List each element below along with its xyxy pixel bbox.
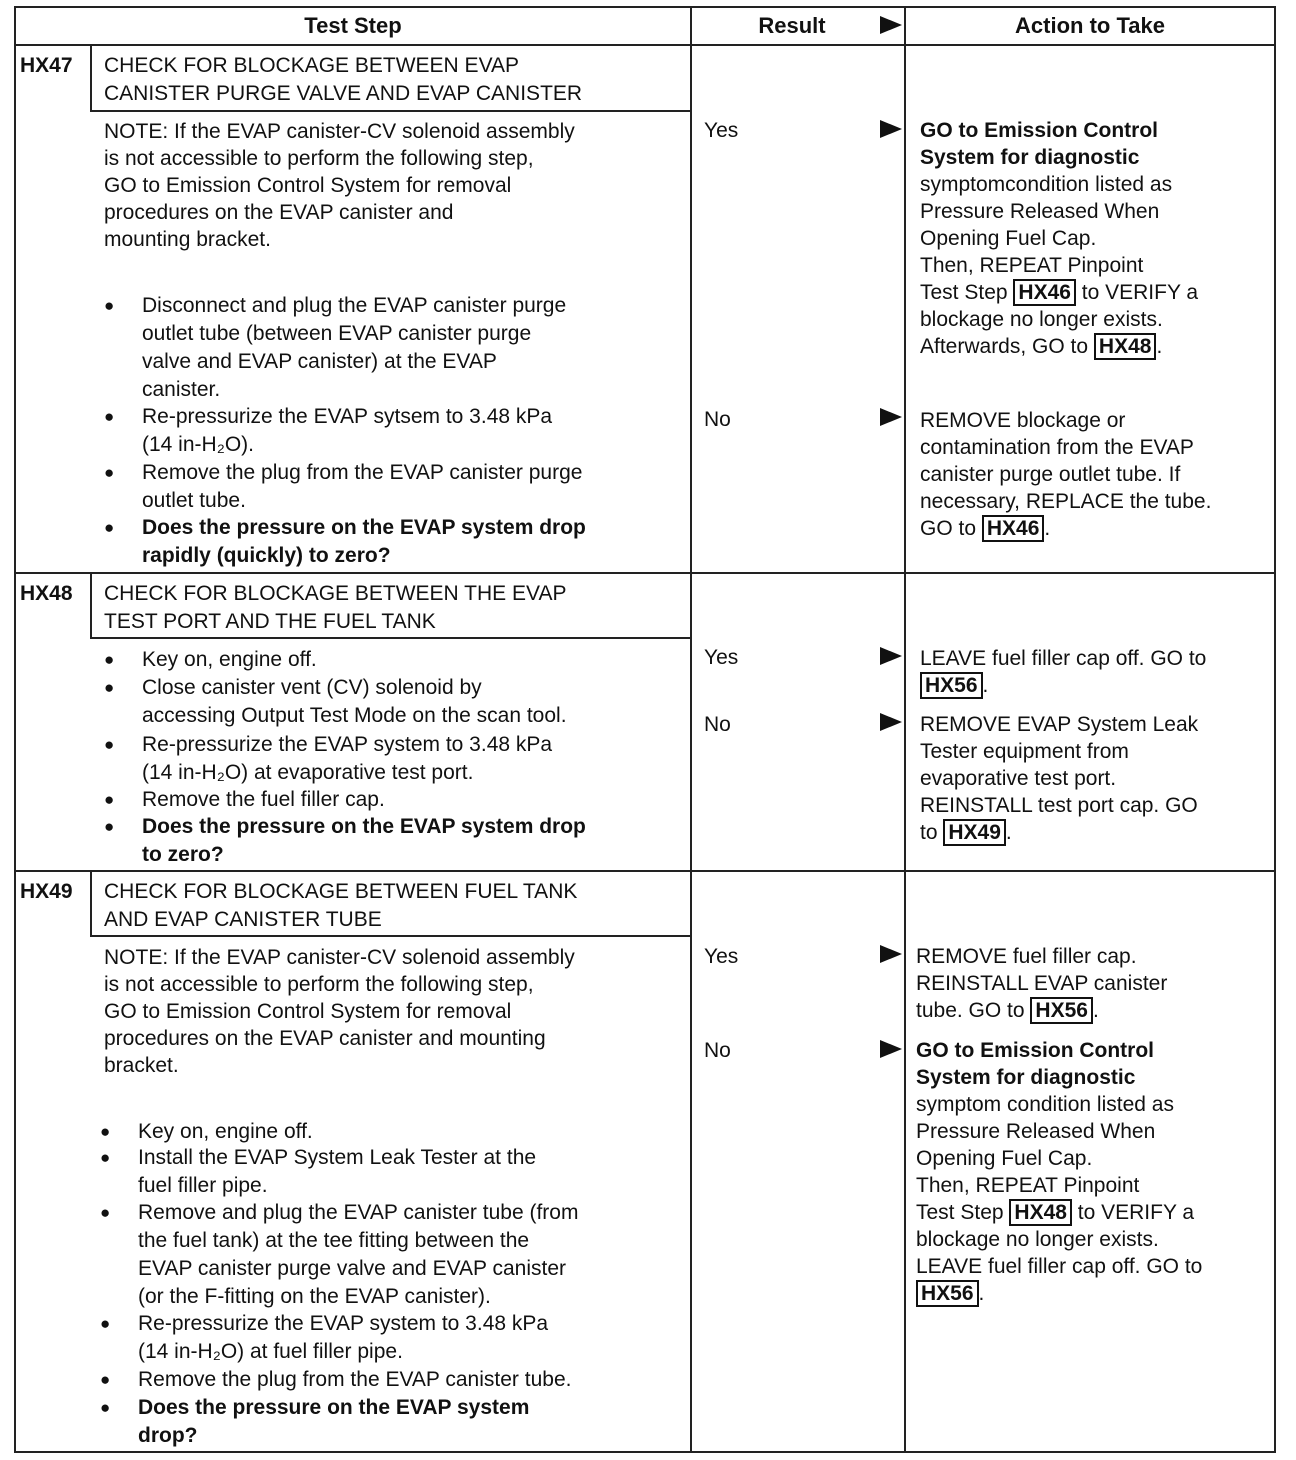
bullet-icon: ● bbox=[100, 1398, 111, 1417]
result-yes: Yes bbox=[704, 945, 739, 968]
bullet-item: ● Close canister vent (CV) solenoid by accessing Output Test Mode on the scan tool. bbox=[104, 676, 567, 727]
title-divider-hx49 bbox=[90, 935, 690, 937]
id-divider-hx49 bbox=[90, 870, 92, 937]
bullet-icon: ● bbox=[100, 1122, 111, 1141]
table-bottom-border bbox=[14, 1451, 1276, 1453]
step-reference-hx46[interactable]: HX46 bbox=[982, 515, 1045, 542]
bullet-item-question: ● Does the pressure on the EVAP system drop to zero? bbox=[104, 815, 586, 866]
bullet-item-question: ● Does the pressure on the EVAP system drop rapidly (quickly) to zero? bbox=[104, 516, 586, 567]
header-bottom-border bbox=[14, 44, 1276, 46]
title-divider-hx47 bbox=[90, 110, 690, 112]
step-id-hx49: HX49 bbox=[20, 880, 73, 903]
result-yes: Yes bbox=[704, 646, 739, 669]
step-title: CHECK FOR BLOCKAGE BETWEEN THE EVAP TEST PORT AND THE FUEL TANK bbox=[104, 582, 567, 633]
action-no: REMOVE blockage or contamination from the EVAP canister purge outlet tube. If necessary, REPLACE the tube. GO to HX46 . bbox=[920, 409, 1212, 540]
arrow-right-icon bbox=[880, 1040, 902, 1058]
bullet-icon: ● bbox=[104, 817, 115, 836]
step-reference-hx46[interactable]: HX46 bbox=[1013, 279, 1076, 306]
action-no: REMOVE EVAP System Leak Tester equipment from evaporative test port. REINSTALL test port cap. GO to HX49 . bbox=[920, 713, 1199, 844]
bullet-item: ● Remove the fuel filler cap. bbox=[142, 786, 702, 814]
arrow-right-icon bbox=[880, 16, 902, 34]
bullet-icon: ● bbox=[104, 296, 115, 315]
bullet-icon: ● bbox=[100, 1370, 111, 1389]
action-no: GO to Emission Control System for diagnostic symptom condition listed as Pressure Released When Opening Fuel Cap. Then, REPEAT Pinpoint Test Step HX48 to VERIFY a blockage no longer exists. LEAVE fuel filler cap off. GO to HX56 . bbox=[916, 1039, 1203, 1305]
arrow-right-icon bbox=[880, 120, 902, 138]
bullet-icon: ● bbox=[104, 518, 115, 537]
table-right-border bbox=[1274, 6, 1276, 1453]
bullet-icon: ● bbox=[104, 407, 115, 426]
id-divider-hx48 bbox=[90, 572, 92, 639]
step-reference-hx48[interactable]: HX48 bbox=[1009, 1199, 1072, 1226]
bullet-item: ● Remove the plug from the EVAP canister purge outlet tube. bbox=[104, 461, 583, 512]
bullet-icon: ● bbox=[100, 1148, 111, 1167]
bullet-icon: ● bbox=[100, 1203, 111, 1222]
action-yes: REMOVE fuel filler cap. REINSTALL EVAP canister tube. GO to HX56 . bbox=[916, 945, 1168, 1022]
bullet-icon: ● bbox=[104, 650, 115, 669]
row-divider-hx48 bbox=[14, 572, 1276, 574]
step-reference-hx56[interactable]: HX56 bbox=[916, 1280, 979, 1307]
arrow-right-icon bbox=[880, 713, 902, 731]
row-divider-hx49 bbox=[14, 870, 1276, 872]
arrow-right-icon bbox=[880, 945, 902, 963]
bullet-icon: ● bbox=[104, 678, 115, 697]
action-yes: GO to Emission Control System for diagnostic symptomcondition listed as Pressure Released When Opening Fuel Cap. Then, REPEAT Pinpoint Test Step HX46 to VERIFY a blockage no longer exists. Afterwards, GO to HX48 . bbox=[920, 119, 1199, 358]
bullet-item: ● Disconnect and plug the EVAP canister purge outlet tube (between EVAP canister purge valve and EVAP canister) at the EVAP canister. bbox=[104, 294, 567, 401]
table-left-border bbox=[14, 6, 16, 1453]
step-id-hx48: HX48 bbox=[20, 582, 73, 605]
header-test-step: Test Step bbox=[304, 13, 402, 38]
bullet-icon: ● bbox=[104, 463, 115, 482]
bullet-item: ● Re-pressurize the EVAP system to 3.48 kPa (14 in-H₂O) at evaporative test port. bbox=[104, 733, 553, 784]
step-reference-hx56[interactable]: HX56 bbox=[920, 672, 983, 699]
result-yes: Yes bbox=[704, 119, 739, 142]
bullet-icon: ● bbox=[104, 735, 115, 754]
arrow-right-icon bbox=[880, 408, 902, 426]
bullet-item: ● Key on, engine off. bbox=[142, 646, 702, 674]
bullet-item: ● Re-pressurize the EVAP system to 3.48 kPa (14 in-H₂O) at fuel filler pipe. bbox=[100, 1312, 549, 1363]
step-note: NOTE: If the EVAP canister-CV solenoid assembly is not accessible to perform the following step, GO to Emission Control System for removal procedures on the EVAP canister and mounting bracket. bbox=[104, 946, 575, 1077]
step-note: NOTE: If the EVAP canister-CV solenoid assembly is not accessible to perform the following step, GO to Emission Control System for removal procedures on the EVAP canister and mounting bracket. bbox=[104, 120, 575, 251]
bullet-icon: ● bbox=[100, 1314, 111, 1333]
step-id-hx47: HX47 bbox=[20, 54, 73, 77]
step-title: CHECK FOR BLOCKAGE BETWEEN EVAP CANISTER PURGE VALVE AND EVAP CANISTER bbox=[104, 54, 583, 105]
title-divider-hx48 bbox=[90, 637, 690, 639]
action-yes: LEAVE fuel filler cap off. GO to HX56 . bbox=[920, 647, 1207, 697]
header-action: Action to Take bbox=[1015, 13, 1165, 38]
step-title: CHECK FOR BLOCKAGE BETWEEN FUEL TANK AND EVAP CANISTER TUBE bbox=[104, 880, 578, 931]
bullet-item: ● Re-pressurize the EVAP sytsem to 3.48 kPa (14 in-H₂O). bbox=[104, 405, 553, 456]
result-no: No bbox=[704, 1039, 731, 1062]
bullet-item: ● Remove the plug from the EVAP canister tube. bbox=[138, 1366, 698, 1394]
bullet-item: ● Key on, engine off. bbox=[138, 1118, 698, 1146]
bullet-icon: ● bbox=[104, 790, 115, 809]
id-divider-hx47 bbox=[90, 44, 92, 112]
bullet-item: ● Remove and plug the EVAP canister tube (from the fuel tank) at the tee fitting between the EVAP canister purge valve and EVAP canister (or the F-fitting on the EVAP canister). bbox=[100, 1201, 579, 1308]
result-no: No bbox=[704, 713, 731, 736]
header-result: Result bbox=[758, 13, 826, 38]
table-top-border bbox=[14, 6, 1276, 8]
result-action-divider bbox=[904, 6, 906, 1453]
step-reference-hx49[interactable]: HX49 bbox=[943, 819, 1006, 846]
step-reference-hx56[interactable]: HX56 bbox=[1030, 997, 1093, 1024]
bullet-item: ● Install the EVAP System Leak Tester at the fuel filler pipe. bbox=[100, 1146, 537, 1197]
bullet-item-question: ● Does the pressure on the EVAP system drop? bbox=[100, 1396, 530, 1447]
step-reference-hx48[interactable]: HX48 bbox=[1094, 333, 1157, 360]
result-no: No bbox=[704, 408, 731, 431]
arrow-right-icon bbox=[880, 647, 902, 665]
